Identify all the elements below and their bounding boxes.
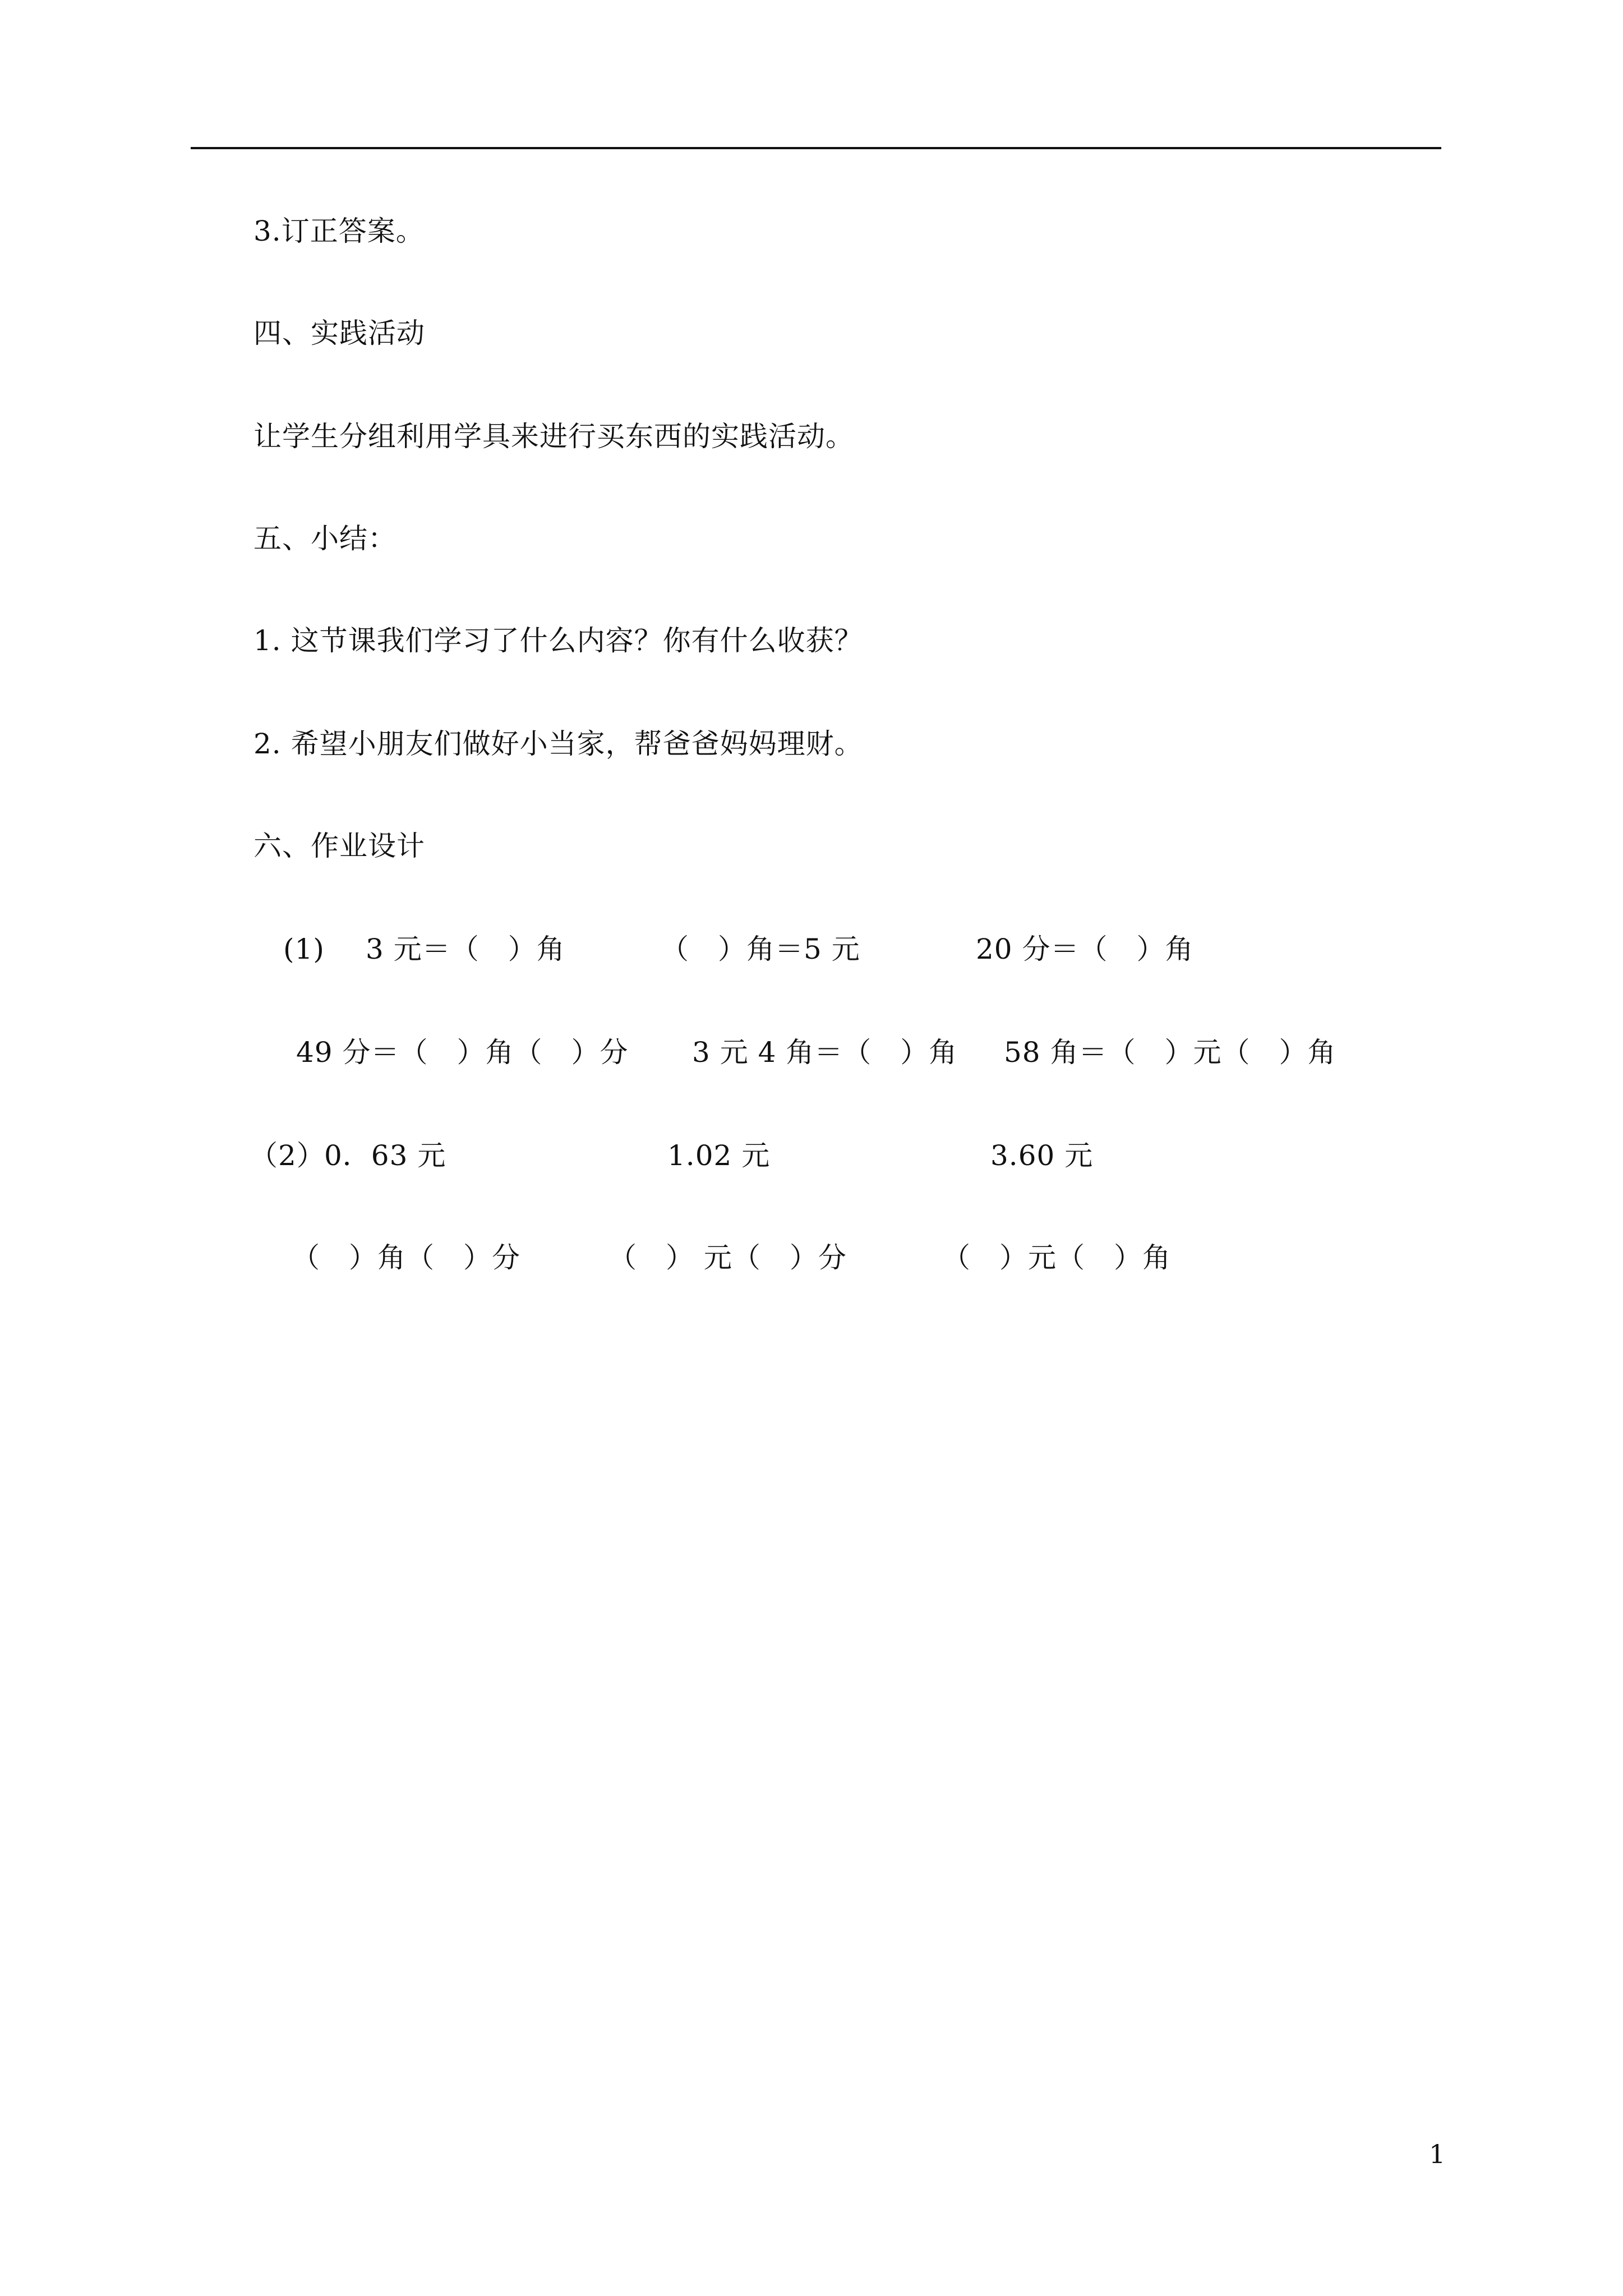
exercise-1-item-3: 20 分＝（ ）角 (976, 933, 1194, 965)
exercise-1-row2-item-1: 49 分＝（ ）角（ ）分 (296, 1036, 629, 1069)
exercise-2-answer-1: （ ）角（ ）分 (292, 1241, 520, 1274)
exercise-2-item-1: 0．63 元 (324, 1139, 446, 1172)
exercise-1-label: (1) (283, 933, 325, 965)
exercise-2-answer-2: （ ） 元（ ）分 (608, 1241, 847, 1274)
text-line-summary-2: 2. 希望小朋友们做好小当家，帮爸爸妈妈理财。 (253, 728, 863, 760)
text-line-correct-answers: 3.订正答案。 (253, 215, 425, 247)
exercise-2-item-3: 3.60 元 (990, 1139, 1094, 1172)
exercise-1-row2-item-3: 58 角＝（ ）元（ ）角 (1004, 1036, 1336, 1069)
section-heading-practice: 四、实践活动 (253, 317, 425, 349)
exercise-1-row2-item-2: 3 元 4 角＝（ ）角 (692, 1036, 958, 1069)
exercise-2-item-2: 1.02 元 (667, 1139, 771, 1172)
section-heading-homework: 六、作业设计 (253, 830, 425, 862)
exercise-2-answer-3: （ ）元（ ）角 (942, 1241, 1171, 1274)
exercise-1-item-1: 3 元＝（ ）角 (366, 933, 565, 965)
text-line-summary-1: 1. 这节课我们学习了什么内容？你有什么收获？ (253, 624, 863, 657)
exercise-2-label: （2） (250, 1139, 325, 1172)
page-number: 1 (1429, 2139, 1446, 2169)
exercise-1-item-2: （ ）角＝5 元 (661, 933, 860, 965)
section-heading-summary: 五、小结： (253, 522, 396, 555)
header-rule (191, 147, 1441, 149)
text-line-practice-activity: 让学生分组利用学具来进行买东西的实践活动。 (253, 420, 854, 453)
